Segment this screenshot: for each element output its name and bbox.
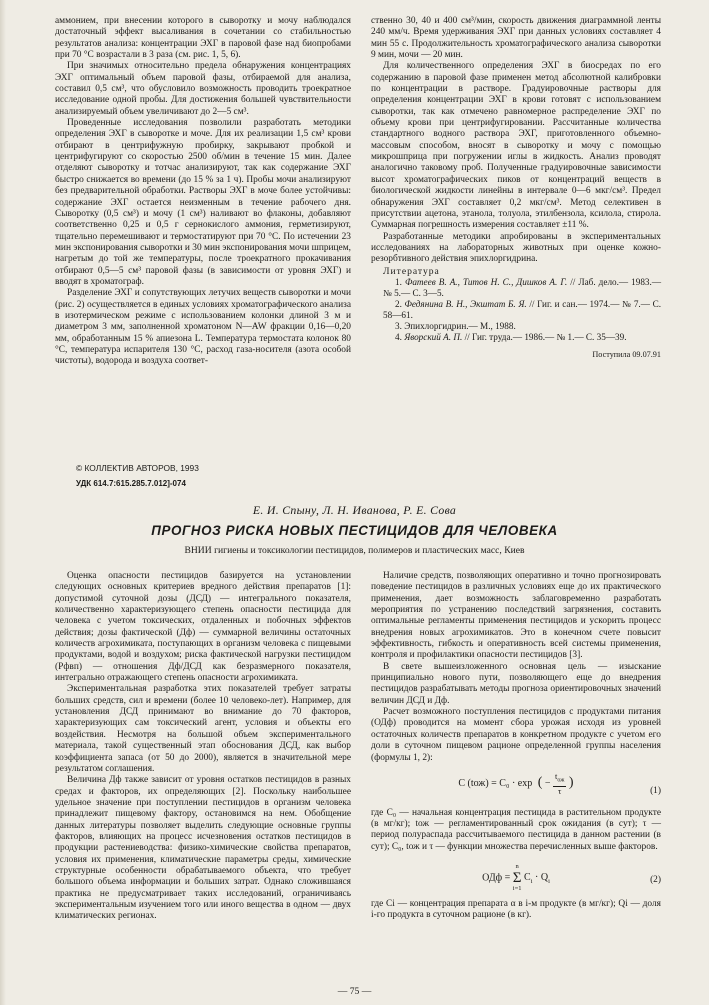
formula-1 — [371, 772, 661, 796]
paragraph: Разработанные методики апробированы в экспериментальных исследованиях на лабораторных животных при оценке кожно-резорбтивного действия эпихлоргидрина. — [371, 231, 661, 265]
received-date: Поступила 09.07.91 — [592, 349, 661, 359]
paragraph: Для количественного определения ЭХГ в биосредах по его содержанию в паровой фазе применен метод абсолютной калибровки по концентрации в растворе. Градуировочные растворы для определения концентрации ЭХГ в крови готовят с использованием сыворотки, так как отмечено равномерное распределение ЭХГ по объему крови при центрифугировании. Рассчитанные количества стандартного водного раствора ЭХГ, приготовленного объемно-массовым способом, вносят в сыворотку и мочу с помощью микрошприца при погружении иглы в жидкость. Анализ проводят аналогично таковому проб. Полученные градуировочные зависимости высот хроматографических пиков от концентраций веществ в биологической жидкости линейны в интервале 0—6 мкг/см³. Предел обнаружения ЭХГ составляет 0,2 мкг/см³. Метод селективен в присутствии ацетона, этанола, толуола, этилбензола, ксилола, стирола. Суммарная погрешность измерения составляет ±11 %. — [371, 61, 661, 231]
formula-1-number: (1) — [650, 785, 661, 796]
udc-code: УДК 614.7:615.285.7.012]-074 — [76, 479, 186, 488]
formula-2-expression: ОДф = — [482, 872, 511, 884]
top-left-column — [55, 16, 351, 368]
reference-item: 2. Федянина В. Н., Экштат Б. Я. // Гиг. и сан.— 1974.— № 7.— С. 58—61. — [383, 298, 661, 320]
formula-2-number: (2) — [650, 874, 661, 885]
paragraph: Наличие средств, позволяющих оперативно и точно прогнозировать поведение пестицидов в различных условиях еще до их практического применения, дает возможность заблаговременно разработать мероприятия по устранению последствий загрязнения, составить оптимальные регламенты применения пестицидов и ускорить процесс внедрения новых агрохимикатов. Это в конечном счете повысит эффективность, гибкость и оперативность всей системы применения, контроля и профилактики опасности пестицидов [3]. — [371, 571, 661, 661]
page-number: — 75 — — [337, 986, 372, 997]
article-title: ПРОГНОЗ РИСКА НОВЫХ ПЕСТИЦИДОВ ДЛЯ ЧЕЛОВЕКА — [151, 523, 558, 538]
reference-list — [371, 277, 661, 343]
formula-2-sum: n Σ i=1 — [512, 862, 522, 892]
paragraph: Расчет возможного поступления пестицидов с продуктами питания (ОДф) проводится на момент сбора урожая исходя из уровней остаточных количеств препаратов в конкретном продукте с учетом его доли в суточном пищевом рационе определенной группы населения (формулы 1, 2): — [371, 707, 661, 763]
paragraph: Разделение ЭХГ и сопутствующих летучих веществ сыворотки и мочи (рис. 2) осуществляется в единых условиях хроматографического анализа в изотермическом режиме с использованием колонки длиной 3 м и диаметром 3 мм, заполненной хроматоном N—AW фракции 0,16—0,20 мм, обработанным 15 % апиезона L. Температура термостата колонок 80 °С, температура испарителя 130 °С, расход газа-носителя (азота особой чистоты), водорода и воздуха соответ- — [55, 288, 351, 367]
paragraph: Проведенные исследования позволили разработать методики определения ЭХГ в сыворотке и моче. Для их реализации 1,5 см³ крови отбирают в центрифужную пробирку, закрывают пробкой и центрифугируют со скоростью 2500 об/мин в течение 15 мин. Далее отделяют сыворотку и тотчас анализируют, так как содержание ЭХГ быстро снижается во времени (до 15 % за 1 ч). Пробы мочи анализируют без предварительной обработки. Растворы ЭХГ в моче более устойчивы: содержание ЭХГ остается неизменным в течение рабочего дня. Сыворотку (0,5 см³) и мочу (1 см³) наливают во флаконы, добавляют соответственно 0,25 и 0,5 г сернокислого аммония, герметизируют, тщательно перемешивают и термостатируют при 70 °С. По истечении 23 мин экспонирования сыворотки и 30 мин экспонирования мочи шприцем, нагретым до той же температуры, после троекратного прокачивания отбирают 0,5—5 см³ паровой фазы (в зависимости от уровня ЭХГ) и вводят в хроматограф. — [55, 118, 351, 287]
paragraph: где C₀ — начальная концентрация пестицида в растительном продукте (в мг/кг); tож — регламентированный срок ожидания (в сут); τ — период полураспада рассчитываемого пестицида в данном растении (в сут); C₀, tож и τ — функции множества перечисленных выше факторов. — [371, 807, 661, 852]
top-right-column — [371, 16, 661, 360]
bottom-left-column — [55, 571, 351, 923]
paragraph: Оценка опасности пестицидов базируется на установлении следующих основных критериев вредного действия препаратов [1]: допустимой суточной дозы (ДСД) — интегрального показателя, количественно характеризующего степень опасности пестицида для человека с учетом токсических, отдаленных и побочных эффектов действия; дозы фактической (Дф) — суммарной величины остаточных количеств агрохимиката, поступающих в организм человека с пищевыми продуктами, водой и воздухом; риска фактической нагрузки пестицидом (Рфвп) — отношения Дф/ДСД как безразмерного показателя, интегрально отражающего степень опасности агрохимиката. — [55, 571, 351, 684]
formula-2 — [371, 863, 661, 893]
article-institution: ВНИИ гигиены и токсикологии пестицидов, полимеров и пластических масс, Киев — [184, 545, 525, 556]
paragraph: ственно 30, 40 и 400 см³/мин, скорость движения диаграммной ленты 240 мм/ч. Время удерживания ЭХГ при данных условиях составляет 4 мин 55 с. Продолжительность хроматографического анализа сыворотки 9 мин, мочи — 20 мин. — [371, 16, 661, 61]
formula-1-fraction: ( − $t_{ож}$ τ ) — [537, 770, 574, 796]
paragraph: В свете вышеизложенного основная цель — изыскание принципиально нового пути, позволяющего еще до внедрения пестицидов разрабатывать методы прогноза ориентировочных значений величин ДСД и Дф. — [371, 661, 661, 706]
paragraph: Величина Дф также зависит от уровня остатков пестицидов в разных средах и факторов, их определяющих [2]. Поскольку наибольшее удельное значение при поступлении пестицидов в организм человека принадлежит пищевому фактору, остановимся на нем. Обобщение данных литературы позволяет выделить следующие основные группы факторов, влияющих на процесс исчезновения остатков пестицидов в продукции растениеводства: физико-химические свойства препаратов, условия их применения, климатические параметры среды, химические структурные особенности обрабатываемого объекта, что требует большого объема информации и больших затрат. Однако сложившаяся практика не предусматривает таких исследований, ограничиваясь экспериментальным изучением того или иного вещества в одном — двух климатических регионах. — [55, 775, 351, 922]
paragraph: Экспериментальная разработка этих показателей требует затраты больших средств, сил и времени (более 10 человеко-лет). Например, для установления ДСД принимают во внимание до 70 факторов, характеризующих сам токсический агент, условия и объекты его воздействия. Несмотря на большой объем экспериментального материала, такой существенный этап обоснования ДСД, как выбор коэффициента запаса (от 50 до 2000), является в значительной мере результатом соглашения. — [55, 684, 351, 774]
bottom-right-column — [371, 571, 661, 922]
reference-item: 4. Яворский А. П. // Гиг. труда.— 1986.— № 1.— С. 35—39. — [395, 331, 627, 342]
formula-2-terms: $C_i \cdot Q_i$ — [524, 872, 550, 886]
paragraph: аммонием, при внесении которого в сыворотку и мочу наблюдался достаточный эффект высаливания в сочетании со стабильностью результатов анализа: концентрации ЭХГ в паровой фазе над биопробами при 70 °С возрастали в 3 раза (см. рис. 1, 5, 6). — [55, 16, 351, 61]
copyright-line: © КОЛЛЕКТИВ АВТОРОВ, 1993 — [76, 463, 199, 473]
reference-item: 1. Фатеев В. А., Титов Н. С., Дишков А. Г. // Лаб. дело.— 1983.— № 5.— С. 3—5. — [383, 276, 662, 298]
literature-heading: Литература — [383, 265, 440, 277]
reference-item: 3. Эпихлоргидрин.— М., 1988. — [395, 320, 516, 331]
article-authors: Е. И. Спыну, Л. Н. Иванова, Р. Е. Сова — [252, 503, 457, 517]
formula-1-expression: C (tож) = C₀ · exp — [458, 777, 533, 789]
paragraph: При значимых относительно предела обнаружения концентрациях ЭХГ оптимальный объем паровой фазы, отбираемой для анализа, составил 0,5 см³, что обусловило возможность проводить троекратное исследование одной пробы. Для достижения большей чувствительности анализируемый объем увеличивают до 2—5 см³. — [55, 61, 351, 117]
paragraph: где Ci — концентрация препарата α в i-м продукте (в мг/кг); Qi — доля i-го продукта в суточном рационе (в кг). — [371, 898, 661, 921]
